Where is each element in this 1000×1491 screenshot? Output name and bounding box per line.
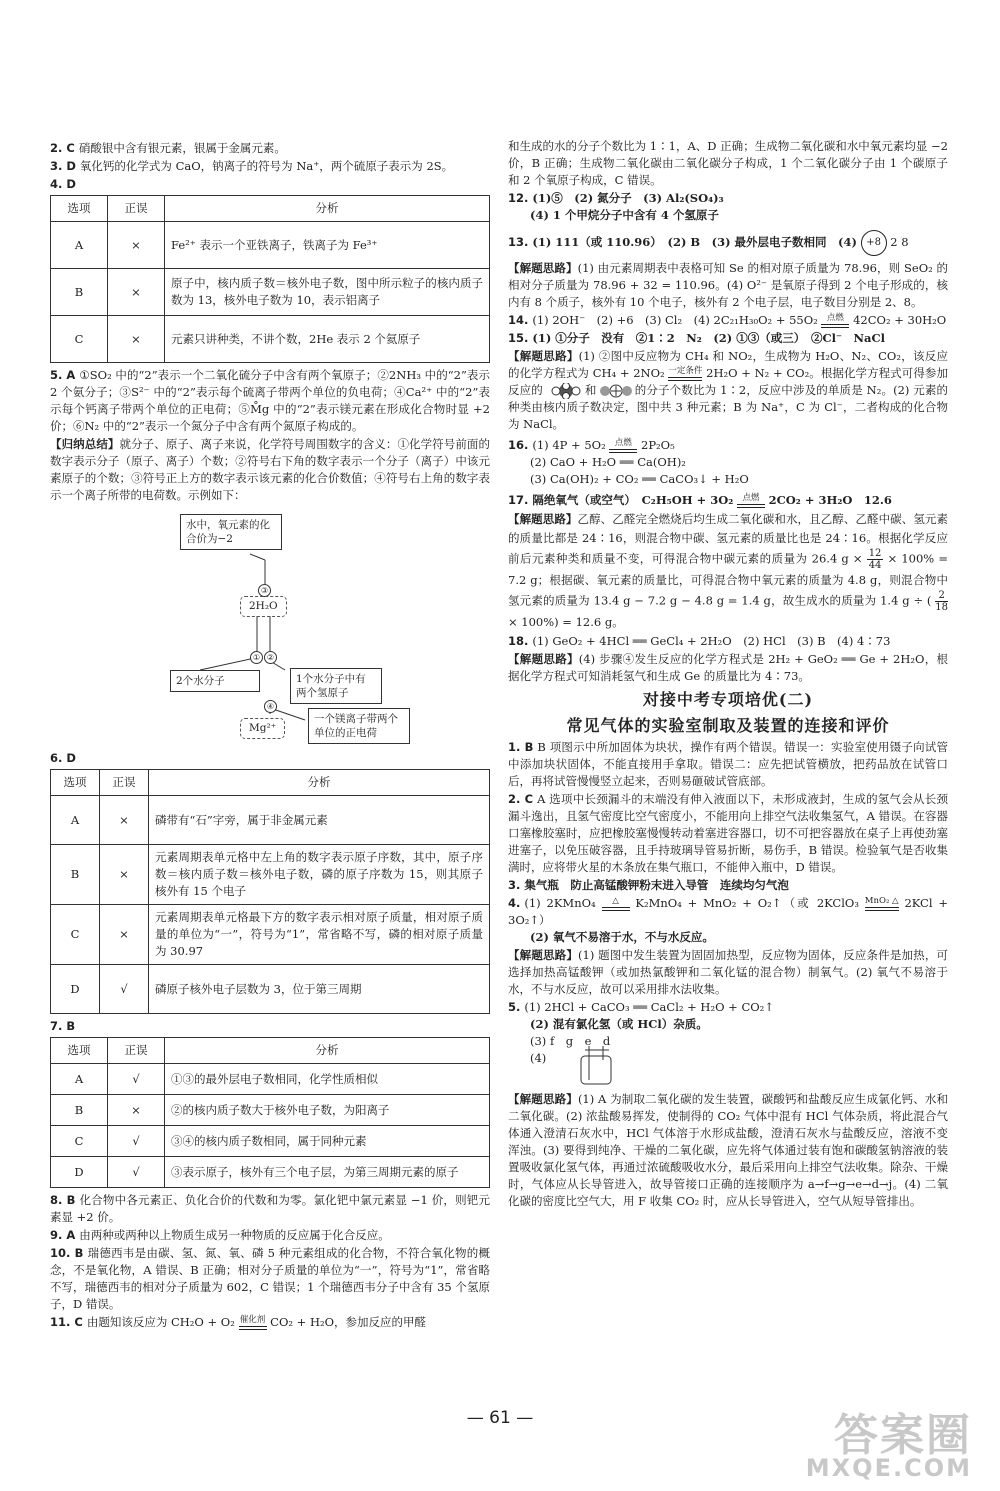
answer-12: 12. (1)⑤ (2) 氮分子 (3) Al₂(SO₄)₃ (4) 1 个甲烷分子中含有 4 个氢原子 xyxy=(508,191,724,222)
table-row: A × Fe²⁺ 表示一个亚铁离子，铁离子为 Fe³⁺ xyxy=(51,222,490,269)
answer-16: 16. (1) 4P + 5O₂ 点燃 2P₂O₅ (2) CaO + H₂O ══ Ca(OH)₂ (3) Ca(OH)₂ + CO₂ ══ CaCO₃↓ + H₂O xyxy=(508,437,749,486)
table-header-row: 选项 正误 分析 xyxy=(51,196,490,222)
table-row: A √ ①③的最外层电子数相同，化学性质相似 xyxy=(51,1064,490,1095)
special-answer-4: 4. (1) 2KMnO₄ △ K₂MnO₄ + MnO₂ + O₂↑（或 2KClO₃ MnO₂ △ 2KCl + 3O₂↑） (2) 氧气不易溶于水，不与水反应。 xyxy=(508,895,949,944)
ion-charge-box: 一个镁离子带两个单位的正电荷 xyxy=(308,708,410,744)
reaction-condition: △ xyxy=(602,897,630,912)
answer-4: 4. D 选项 正误 分析 A × Fe²⁺ 表示一个亚铁离子，铁离子为 Fe³⁺ B × 原子中，核内质子数＝核外电子数，图中所示粒子的核内质子数为 13，核外电子数为 10，表示铝离子 C × 元素只讲种类，不讲个数，2He 表示 2 个氦原子 xyxy=(50,176,490,363)
table-row: B × 元素周期表单元格中左上角的数字表示原子序数，其中，原子序数＝核内质子数＝核外电子数，磷的原子序数为 15，则其原子核外有 15 个电子 xyxy=(51,845,490,905)
fraction-12-44: $\frac{12}{44}$ xyxy=(868,548,882,571)
special-answer-3: 3. 集气瓶 防止高锰酸钾粉末进入导管 连续均匀气泡 xyxy=(508,878,789,892)
special-answer-1: 1. B B 项图示中所加固体为块状，操作有两个错误。错误一：实验室使用镊子向试管中添加块状固体，不能直接用手拿取。错误二：应先把试管横放，把药品放在试管口后，再将试管慢慢竖立起来，否则易砸破试管底部。 xyxy=(508,740,949,788)
answer-11: 11. C 由题知该反应为 CH₂O + O₂ 催化剂 CO₂ + H₂O，参加反应的甲醛 xyxy=(50,1314,427,1329)
answer-6-table xyxy=(50,769,490,1014)
formula-mg-ion: Mg²⁺ xyxy=(240,718,285,739)
table-row: A × 磷带有“石”字旁，属于非金属元素 xyxy=(51,796,490,845)
marker-3: ③ xyxy=(258,584,271,597)
reaction-condition: 点燃 xyxy=(609,439,637,454)
special-answer-2: 2. C A 选项中长颈漏斗的末端没有伸入液面以下，未形成液封，生成的氢气会从长颈漏斗逸出，且氢气密度比空气密度小，不能用向上排空气法收集氢气，A 错误。在容器口塞橡胶塞时，应把橡胶塞慢慢转动着塞进容器口，切不可把容器放在桌子上再使劲塞进塞子，以免压破容器，且手持玻璃导管易折断，易伤手，B 错误。检验氧气是否收集满时，应将带火星的木条放在集气瓶口，不能伸入瓶中，D 错误。 xyxy=(508,792,948,874)
answer-7: 7. B 选项 正误 分析 A √ ①③的最外层电子数相同，化学性质相似 B × ②的核内质子数大于核外电子数，为阳离子 C √ ③④的核内质子数相同，属于同种元素 D √ ③表示原子，核外有三个电子层，为第三周期元素的原子 xyxy=(50,1018,490,1188)
table-row: C × 元素周期表单元格最下方的数字表示相对原子质量，相对原子质量的单位为“一”，符号为“1”，常省略不写，磷的相对原子质量为 30.97 xyxy=(51,905,490,965)
marker-2: ② xyxy=(264,651,277,664)
table-row: C × 元素只讲种类，不讲个数，2He 表示 2 个氦原子 xyxy=(51,316,490,363)
nitrogen-dioxide-molecule-icon xyxy=(597,383,635,399)
answer-4-table xyxy=(50,195,490,363)
table-header-row: 选项 正误 分析 xyxy=(51,770,490,796)
atom-count-box: 1个水分子中有两个氢原子 xyxy=(290,668,382,704)
answer-10: 10. B 瑞德西韦是由碳、氢、氮、氧、磷 5 种元素组成的化合物，不符合氧化物的概念，不是氧化物，A 错误、B 正确；相对分子质量的单位为“一”，符号为“1”，常省略不写，瑞德西韦的相对分子质量为 602，C 错误；1 个瑞德西韦分子中含有 35 个氢原子，D 错误。 xyxy=(50,1246,490,1311)
table-row: C √ ③④的核内质子数相同，属于同种元素 xyxy=(51,1126,490,1157)
fraction-2-18: $\frac{2}{18}$ xyxy=(935,590,948,613)
watermark-logo: 答案圈 MXQE.COM xyxy=(805,1410,972,1482)
summary-block: 【归纳总结】就分子、原子、离子来说，化学符号周围数字的含义：①化学符号前面的数字表示分子（原子、离子）个数；②符号右下角的数字表示一个分子（离子）中该元素原子的个数；③符号正上方的数字表示该元素的化合价数值；④符号右上角的数字表示一个离子所带的电荷数。示例如下： xyxy=(50,437,491,502)
section-subtitle: 常见气体的实验室制取及装置的连接和评价 xyxy=(566,716,890,735)
molecule-count-box: 2个水分子 xyxy=(170,670,260,692)
reaction-condition: 催化剂 xyxy=(239,1316,267,1331)
answer-14: 14. (1) 2OH⁻ (2) +6 (3) Cl₂ (4) 2C₂₁H₃₀O₂ + 55O₂ 点燃 42CO₂ + 30H₂O xyxy=(508,312,947,327)
formula-2h2o: 2H₂O xyxy=(240,596,287,617)
answer-5: 5. A ①SO₂ 中的“2”表示一个二氧化硫分子中含有两个氧原子；②2NH₃ 中的“2”表示 2 个氨分子；③S²⁻ 中的“2”表示每个硫离子带两个单位的负电荷；④Ca²⁺ 中的“2”表示每个钙离子带两个单位的正电荷；⑤M̊g 中的“2”表示镁元素在形成化合物时显 +2 价；⑥N₂ 中的“2”表示一个氮分子中含有两个氮原子构成的。 xyxy=(50,368,490,433)
answer-7-table xyxy=(50,1037,490,1188)
valence-note-box: 水中，氧元素的化合价为−2 xyxy=(180,514,282,550)
answer-18: 18. (1) GeO₂ + 4HCl ══ GeCl₄ + 2H₂O (2) HCl (3) B (4) 4∶73 xyxy=(508,634,891,648)
marker-4: ④ xyxy=(264,700,277,713)
marker-1: ① xyxy=(250,651,263,664)
oxygen-ion-structure-icon: +8 xyxy=(861,230,887,256)
symbol-meaning-diagram xyxy=(50,508,490,746)
table-row: B × 原子中，核内质子数＝核外电子数，图中所示粒子的核内质子数为 13，核外电子数为 10，表示铝离子 xyxy=(51,269,490,316)
gas-bottle-apparatus-icon xyxy=(563,1046,633,1086)
table-row: D √ ③表示原子，核外有三个电子层，为第三周期元素的原子 xyxy=(51,1157,490,1188)
table-header-row: 选项 正误 分析 xyxy=(51,1038,490,1064)
table-row: B × ②的核内质子数大于核外电子数，为阳离子 xyxy=(51,1095,490,1126)
answer-13: 13. (1) 111（或 110.96） (2) B (3) 最外层电子数相同 (4) +8 2 8 xyxy=(508,230,948,256)
methane-molecule-icon xyxy=(547,383,585,399)
answer-11-continued: 和生成的水的分子个数比为 1∶1，A、D 正确；生成物二氧化碳和水中氧元素均显 −2 价，B 正确；生成物二氧化碳由二氧化碳分子构成，1 个二氧化碳分子由 1 个碳原子和 2 个氧原子构成，C 错误。 xyxy=(508,139,948,187)
reaction-condition: 一定条件 xyxy=(668,367,702,382)
left-column xyxy=(50,140,490,1332)
answer-9: 9. A 由两种或两种以上物质生成另一种物质的反应属于化合反应。 xyxy=(50,1228,390,1242)
section-title: 对接中考专项培优(二) xyxy=(642,690,814,709)
answer-2: 2. C 硝酸银中含有银元素，银属于金属元素。 xyxy=(50,141,286,155)
answer-3: 3. D 氧化钙的化学式为 CaO，钠离子的符号为 Na⁺，两个硫原子表示为 2S。 xyxy=(50,159,454,173)
solution-13: 【解题思路】(1) 由元素周期表中表格可知 Se 的相对原子质量为 78.96，则 SeO₂ 的相对分子质量为 78.96 + 32 = 110.96。(4) O²⁻ 是氧原子得到 2 个电子形成的，核内有 8 个质子，核外有 10 个电子，核外有 2 个电子层，电子数目分别是 2、8。 xyxy=(508,261,948,309)
solution-17: 【解题思路】乙醇、乙醛完全燃烧后均生成二氧化碳和水，且乙醇、乙醛中碳、氢元素的质量比都是 24∶16，则混合物中碳、氢元素的质量比也是 24∶16。根据化学反应前后元素种类和质量不变，可得混合物中碳元素的质量为 26.4 g × $\frac{12}{44}$ × 100% = 7.2 g；根据碳、氧元素的质量比，可得混合物中氧元素的质量为 4.8 g，则混合物中氢元素的质量为 13.4 g − 7.2 g − 4.8 g = 1.4 g，故生成水的质量为 1.4 g ÷ ( $\frac{2}{18}$ × 100%) = 12.6 g。 xyxy=(508,512,949,629)
answer-6: 6. D 选项 正误 分析 A × 磷带有“石”字旁，属于非金属元素 B × 元素周期表单元格中左上角的数字表示原子序数，其中，原子序数＝核内质子数＝核外电子数，磷的原子序数为 15，则其原子核外有 15 个电子 C × 元素周期表单元格最下方的数字表示相对原子质量，相对原子质量的单位为“一”，符号为“1”，常省略不写，磷的相对原子质量为 30.97 D √ 磷原子核外电子层数为 3，位于第三周期 xyxy=(50,750,490,1014)
special-solution-5: 【解题思路】(1) A 为制取二氧化碳的发生装置，碳酸钙和盐酸反应生成氯化钙、水和二氧化碳。(2) 浓盐酸易挥发，使制得的 CO₂ 气体中混有 HCl 气体杂质，将此混合气体通入澄清石灰水中，HCl 气体溶于水形成盐酸，澄清石灰水与盐酸反应，溶液不变浑浊。(3) 要得到纯净、干燥的二氧化碳，应先将气体通过装有饱和碳酸氢钠溶液的装置吸收氯化氢气体，再通过浓硫酸吸收水分，最后采用向上排空气法收集。除杂、干燥时，气体应从长导管进入，故导管接口正确的连接顺序为 a→f→g→e→d→j。(4) 二氧化碳的密度比空气大，用 F 收集 CO₂ 时，应从长导管进入，空气从短导管排出。 xyxy=(508,1092,949,1208)
answer-15: 15. (1) ①分子 没有 ②1∶2 N₂ (2) ①③（或三） ②Cl⁻ NaCl xyxy=(508,331,886,345)
solution-18: 【解题思路】(4) 步骤④发生反应的化学方程式是 2H₂ + GeO₂ ══ Ge + 2H₂O，根据化学方程式可知消耗氢气和生成 Ge 的质量比为 4∶73。 xyxy=(508,652,948,683)
reaction-condition: 点燃 xyxy=(821,314,849,329)
page-number: — 61 — xyxy=(466,1408,534,1428)
answer-17: 17. 隔绝氧气（或空气） C₂H₅OH + 3O₂ 点燃 2CO₂ + 3H₂O 12.6 xyxy=(508,492,892,507)
table-row: D √ 磷原子核外电子层数为 3，位于第三周期 xyxy=(51,965,490,1014)
special-answer-5: 5. (1) 2HCl + CaCO₃ ══ CaCl₂ + H₂O + CO₂↑ (2) 混有氯化氢（或 HCl）杂质。 (3) f g e d (4) xyxy=(508,999,948,1090)
reaction-condition: MnO₂ △ xyxy=(865,897,899,912)
right-column xyxy=(508,138,948,1211)
special-solution-4: 【解题思路】(1) 题图中发生装置为固固加热型，反应物为固体，反应条件是加热，可选择加热高锰酸钾（或加热氯酸钾和二氧化锰的混合物）制氧气。(2) 氧气不易溶于水，不与水反应，故可以采用排水法收集。 xyxy=(508,948,948,996)
reaction-condition: 点燃 xyxy=(737,494,765,509)
answer-8: 8. B 化合物中各元素正、负化合价的代数和为零。氯化钯中氯元素显 −1 价，则钯元素显 +2 价。 xyxy=(50,1193,490,1224)
solution-15: 【解题思路】(1) ②图中反应物为 CH₄ 和 NO₂，生成物为 H₂O、N₂、CO₂，该反应的化学方程式为 CH₄ + 2NO₂ 一定条件 2H₂O + N₂ + CO₂。根据化学方程式可得参加反应的 和 的分子个数比为 1∶2，反应中涉及的单质是 N₂。(2) 元素的种类由核内质子数决定，图中共 3 种元素；B 为 Na⁺，C 为 Cl⁻，二者构成的化合物为 NaCl。 xyxy=(508,349,949,431)
